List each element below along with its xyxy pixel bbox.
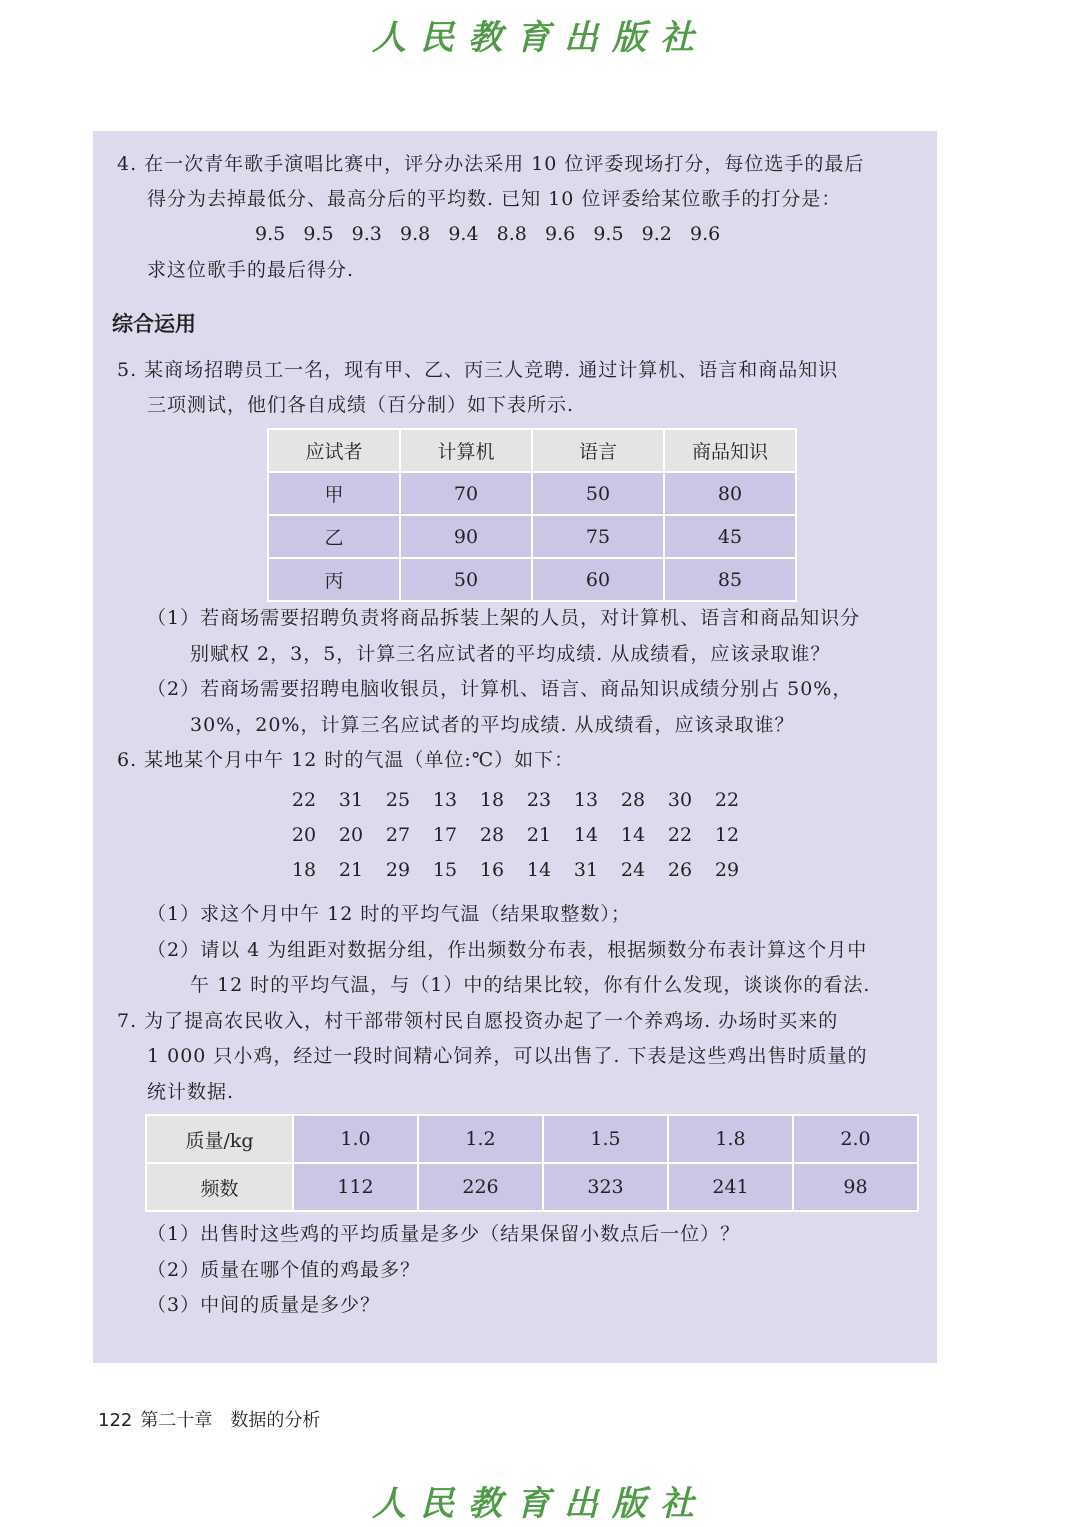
table-cell: 1.5 [543,1115,668,1163]
temperature-value: 29 [714,859,740,881]
q7-line-1: 7. 为了提高农民收入，村干部带领村民自愿投资办起了一个养鸡场. 办场时买来的 [117,1010,839,1032]
table-cell: 2.0 [793,1115,918,1163]
table-cell: 70 [400,472,532,515]
temperature-value: 31 [338,789,364,811]
temperature-value: 28 [620,789,646,811]
table-header-cell: 频数 [146,1163,293,1211]
table-row [268,472,796,515]
q6-part2-line-2: 午 12 时的平均气温，与（1）中的结果比较，你有什么发现，谈谈你的看法. [190,974,871,996]
page-number: 122 [98,1410,133,1431]
table-cell: 85 [664,558,796,601]
q5-part2-line-1: （2）若商场需要招聘电脑收银员，计算机、语言、商品知识成绩分别占 50%， [147,678,853,700]
table-cell: 乙 [268,515,400,558]
table-cell: 50 [532,472,664,515]
temperature-value: 28 [479,824,505,846]
temperature-value: 14 [526,859,552,881]
table-header-cell: 质量/kg [146,1115,293,1163]
q6-part1: （1）求这个月中午 12 时的平均气温（结果取整数）； [147,903,631,925]
q5-part1-line-1: （1）若商场需要招聘负责将商品拆装上架的人员，对计算机、语言和商品知识分 [147,607,861,629]
q7-part2: （2）质量在哪个值的鸡最多？ [147,1259,421,1281]
table-cell: 226 [418,1163,543,1211]
temperature-value: 21 [338,859,364,881]
table-cell: 1.8 [668,1115,793,1163]
q4-line-3: 求这位歌手的最后得分. [147,259,355,281]
table-cell: 90 [400,515,532,558]
temperature-value: 24 [620,859,646,881]
q7-part3: （3）中间的质量是多少？ [147,1294,381,1316]
temperature-value: 22 [291,789,317,811]
temperature-value: 18 [479,789,505,811]
table-cell: 50 [400,558,532,601]
q5-line-2: 三项测试，他们各自成绩（百分制）如下表所示. [147,394,575,416]
chapter-title: 第二十章 数据的分析 [140,1410,321,1431]
table-cell: 75 [532,515,664,558]
chicken-weight-table [145,1114,919,1212]
table-cell: 323 [543,1163,668,1211]
publisher-logo-top: 人民教育出版社 [372,18,708,58]
q7-part1: （1）出售时这些鸡的平均质量是多少（结果保留小数点后一位）？ [147,1223,741,1245]
q4-scores: 9.5 9.5 9.3 9.8 9.4 8.8 9.6 9.5 9.2 9.6 [255,223,721,245]
temperature-value: 13 [432,789,458,811]
table-row [268,515,796,558]
temperature-value: 22 [667,824,693,846]
table-cell: 241 [668,1163,793,1211]
table-cell: 1.2 [418,1115,543,1163]
table-cell: 80 [664,472,796,515]
table-row [146,1163,918,1211]
temperature-value: 25 [385,789,411,811]
q6-line-1: 6. 某地某个月中午 12 时的气温（单位:℃）如下： [117,749,575,771]
table-cell: 甲 [268,472,400,515]
table-cell: 45 [664,515,796,558]
table-header-cell: 语言 [532,429,664,472]
table-cell: 112 [293,1163,418,1211]
q5-part1-line-2: 别赋权 2，3，5，计算三名应试者的平均成绩. 从成绩看，应该录取谁？ [190,643,831,665]
candidate-score-table [267,428,797,602]
table-cell: 98 [793,1163,918,1211]
table-header-cell: 计算机 [400,429,532,472]
temperature-value: 15 [432,859,458,881]
temperature-value: 16 [479,859,505,881]
temperature-value: 20 [338,824,364,846]
temperature-value: 31 [573,859,599,881]
temperature-value: 21 [526,824,552,846]
temperature-value: 14 [573,824,599,846]
table-row [268,558,796,601]
q7-line-2: 1 000 只小鸡，经过一段时间精心饲养，可以出售了. 下表是这些鸡出售时质量的 [147,1045,868,1067]
temperature-value: 14 [620,824,646,846]
q4-line-1: 4. 在一次青年歌手演唱比赛中，评分办法采用 10 位评委现场打分，每位选手的最后 [117,153,865,175]
publisher-logo-bottom: 人民教育出版社 [372,1484,708,1524]
temperature-value: 30 [667,789,693,811]
table-cell: 1.0 [293,1115,418,1163]
q5-part2-line-2: 30%，20%，计算三名应试者的平均成绩. 从成绩看，应该录取谁？ [190,714,795,736]
temperature-value: 18 [291,859,317,881]
temperature-value: 26 [667,859,693,881]
table-header-row [268,429,796,472]
table-cell: 60 [532,558,664,601]
temperature-value: 22 [714,789,740,811]
q6-part2-line-1: （2）请以 4 为组距对数据分组，作出频数分布表，根据频数分布表计算这个月中 [147,939,868,961]
table-row [146,1115,918,1163]
temperature-value: 27 [385,824,411,846]
q7-line-3: 统计数据. [147,1081,235,1103]
temperature-value: 23 [526,789,552,811]
table-cell: 丙 [268,558,400,601]
q4-line-2: 得分为去掉最低分、最高分后的平均数. 已知 10 位评委给某位歌手的打分是： [147,188,842,210]
temperature-value: 20 [291,824,317,846]
table-header-cell: 应试者 [268,429,400,472]
page-footer [98,1406,320,1432]
temperature-value: 13 [573,789,599,811]
q5-line-1: 5. 某商场招聘员工一名，现有甲、乙、丙三人竞聘. 通过计算机、语言和商品知识 [117,359,839,381]
temperature-value: 12 [714,824,740,846]
table-header-cell: 商品知识 [664,429,796,472]
temperature-value: 17 [432,824,458,846]
section-title: 综合运用 [112,312,196,336]
temperature-value: 29 [385,859,411,881]
